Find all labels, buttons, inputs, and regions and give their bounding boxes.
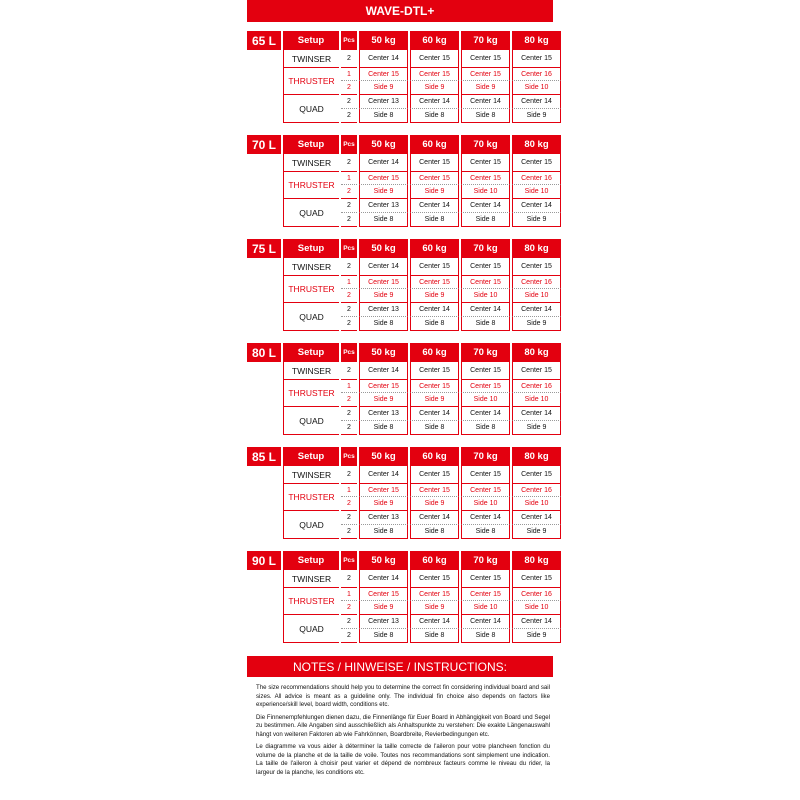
pcs-value: 1 [341,276,357,289]
fin-value: Center 14 [359,258,408,276]
size-label: 70 L [247,135,281,154]
fin-value: Center 16 [512,380,561,393]
header-setup: Setup [283,447,339,466]
fin-value: Center 13 [359,511,408,525]
size-block [247,551,553,645]
header-weight: 70 kg [461,343,510,362]
pcs-value: 2 [341,570,357,588]
header-weight: 70 kg [461,239,510,258]
header-weight: 60 kg [410,343,459,362]
setup-quad: QUAD [283,407,339,435]
fin-value: Center 15 [512,258,561,276]
fin-value: Center 15 [410,50,459,68]
notes-paragraph-de: Die Finnenempfehlungen dienen dazu, die Finnenlänge für Euer Board in Abhängigkeit von Board und Segel zu bestimmen. Alle Angaben sind ausschließlich als Anhaltspunkte zu verstehen: Die exakte Längenauswahl hängt von weiteren Faktoren ab wie Fahrkönnen, Boardbreite, Revierbedingungen etc. [256,713,550,738]
fin-value: Center 15 [410,258,459,276]
fin-value: Side 8 [359,317,408,331]
fin-table [283,239,553,331]
fin-value: Center 15 [410,276,459,289]
header-weight: 60 kg [410,447,459,466]
fin-value: Side 9 [359,289,408,303]
fin-value: Center 15 [461,588,510,601]
header-weight: 60 kg [410,31,459,50]
fin-value: Center 15 [410,68,459,81]
fin-value: Center 14 [359,466,408,484]
setup-twinser: TWINSER [283,570,339,588]
size-label: 85 L [247,447,281,466]
fin-value: Side 8 [410,421,459,435]
fin-value: Center 15 [461,68,510,81]
pcs-value: 1 [341,588,357,601]
fin-value: Center 15 [461,466,510,484]
size-block [247,31,553,125]
header-weight: 50 kg [359,551,408,570]
fin-value: Center 14 [512,615,561,629]
fin-value: Side 9 [359,393,408,407]
fin-value: Center 14 [359,362,408,380]
fin-value: Side 9 [410,497,459,511]
fin-value: Side 8 [410,109,459,123]
pcs-value: 2 [341,615,357,629]
fin-value: Center 14 [359,570,408,588]
header-pcs: Pcs [341,447,357,466]
fin-value: Side 8 [461,421,510,435]
fin-value: Center 14 [359,154,408,172]
fin-value: Center 14 [461,95,510,109]
setup-quad: QUAD [283,511,339,539]
pcs-value: 2 [341,393,357,407]
pcs-value: 2 [341,303,357,317]
size-block [247,447,553,541]
fin-value: Center 15 [512,570,561,588]
fin-value: Side 10 [461,289,510,303]
fin-value: Center 16 [512,172,561,185]
fin-value: Center 16 [512,68,561,81]
pcs-value: 2 [341,109,357,123]
fin-value: Center 15 [410,484,459,497]
pcs-value: 1 [341,68,357,81]
fin-value: Side 8 [410,629,459,643]
header-setup: Setup [283,551,339,570]
fin-value: Center 14 [461,511,510,525]
size-blocks [247,31,553,645]
header-setup: Setup [283,31,339,50]
pcs-value: 2 [341,497,357,511]
fin-value: Center 13 [359,95,408,109]
fin-value: Center 16 [512,276,561,289]
header-weight: 80 kg [512,31,561,50]
fin-value: Side 10 [461,185,510,199]
fin-value: Side 10 [512,497,561,511]
fin-value: Side 9 [461,81,510,95]
fin-value: Center 15 [410,466,459,484]
pcs-value: 2 [341,50,357,68]
fin-value: Center 15 [512,466,561,484]
fin-value: Side 9 [359,185,408,199]
fin-value: Side 9 [512,525,561,539]
fin-value: Side 9 [512,213,561,227]
setup-twinser: TWINSER [283,466,339,484]
fin-value: Side 9 [359,601,408,615]
fin-value: Side 8 [359,629,408,643]
fin-value: Side 9 [410,185,459,199]
fin-table [283,135,553,227]
fin-chart [247,0,553,645]
header-setup: Setup [283,239,339,258]
fin-value: Center 14 [410,199,459,213]
fin-value: Center 14 [461,407,510,421]
header-weight: 80 kg [512,239,561,258]
setup-thruster: THRUSTER [283,588,339,615]
setup-quad: QUAD [283,95,339,123]
setup-twinser: TWINSER [283,362,339,380]
size-label: 65 L [247,31,281,50]
size-label: 90 L [247,551,281,570]
fin-value: Center 15 [410,570,459,588]
setup-quad: QUAD [283,199,339,227]
notes-paragraph-en: The size recommendations should help you to determine the correct fin considering individual board and sail sizes. All advice is meant as a guideline only. The individual fin choice also depends on factors like experience/skill level, board width, conditions etc. [256,684,550,708]
header-weight: 50 kg [359,135,408,154]
pcs-value: 1 [341,172,357,185]
header-pcs: Pcs [341,31,357,50]
size-block [247,343,553,437]
header-weight: 70 kg [461,447,510,466]
fin-value: Side 10 [512,81,561,95]
fin-value: Side 9 [359,497,408,511]
setup-thruster: THRUSTER [283,172,339,199]
header-weight: 80 kg [512,551,561,570]
fin-value: Center 14 [461,303,510,317]
fin-value: Center 14 [410,303,459,317]
header-pcs: Pcs [341,343,357,362]
pcs-value: 2 [341,407,357,421]
fin-value: Center 15 [461,484,510,497]
pcs-value: 2 [341,601,357,615]
fin-value: Center 14 [512,407,561,421]
fin-value: Center 15 [359,276,408,289]
fin-value: Center 14 [410,615,459,629]
fin-value: Center 13 [359,615,408,629]
fin-value: Center 14 [410,95,459,109]
fin-value: Center 14 [512,95,561,109]
fin-value: Side 9 [512,109,561,123]
fin-value: Center 15 [512,362,561,380]
header-weight: 70 kg [461,551,510,570]
fin-value: Center 15 [410,380,459,393]
header-weight: 60 kg [410,135,459,154]
size-block [247,239,553,333]
header-weight: 80 kg [512,135,561,154]
fin-value: Center 14 [410,511,459,525]
pcs-value: 2 [341,289,357,303]
fin-value: Side 9 [512,317,561,331]
fin-value: Side 8 [461,213,510,227]
pcs-value: 2 [341,511,357,525]
pcs-value: 2 [341,154,357,172]
fin-value: Side 8 [359,525,408,539]
fin-table [283,447,553,539]
header-setup: Setup [283,135,339,154]
pcs-value: 1 [341,380,357,393]
fin-value: Side 8 [461,317,510,331]
fin-value: Center 14 [512,303,561,317]
fin-value: Center 14 [410,407,459,421]
setup-twinser: TWINSER [283,50,339,68]
fin-value: Side 9 [410,289,459,303]
header-weight: 70 kg [461,135,510,154]
pcs-value: 2 [341,525,357,539]
header-weight: 50 kg [359,31,408,50]
fin-value: Side 10 [461,497,510,511]
fin-value: Side 9 [512,421,561,435]
setup-quad: QUAD [283,615,339,643]
fin-value: Center 15 [359,172,408,185]
fin-value: Side 8 [461,629,510,643]
fin-value: Center 15 [461,258,510,276]
pcs-value: 2 [341,81,357,95]
fin-value: Center 15 [461,570,510,588]
fin-value: Center 15 [359,484,408,497]
fin-value: Side 9 [410,601,459,615]
notes-paragraph-fr: Le diagramme va vous aider à déterminer la taille correcte de l'aileron pour votre plancheen fonction du volume de la planche et de la taille de voile. Toutes nos recommandations sont simplement une indication. La taille de l'aileron à choisir peut varier et dépend de nombreux facteurs comme le niveau du rider, la largeur de la planche, les conditions etc. [256,743,550,776]
fin-table [283,31,553,123]
header-weight: 60 kg [410,239,459,258]
header-setup: Setup [283,343,339,362]
header-weight: 70 kg [461,31,510,50]
header-weight: 80 kg [512,343,561,362]
setup-thruster: THRUSTER [283,68,339,95]
setup-thruster: THRUSTER [283,380,339,407]
size-block [247,135,553,229]
pcs-value: 2 [341,317,357,331]
fin-value: Side 8 [359,109,408,123]
notes-title: NOTES / HINWEISE / INSTRUCTIONS: [247,656,553,677]
fin-value: Side 10 [461,601,510,615]
pcs-value: 2 [341,95,357,109]
fin-value: Side 8 [410,317,459,331]
fin-value: Side 8 [461,525,510,539]
fin-value: Center 13 [359,199,408,213]
fin-value: Center 16 [512,484,561,497]
pcs-value: 2 [341,421,357,435]
pcs-value: 2 [341,629,357,643]
header-weight: 50 kg [359,343,408,362]
fin-value: Center 13 [359,303,408,317]
fin-value: Center 15 [410,588,459,601]
size-label: 75 L [247,239,281,258]
pcs-value: 2 [341,466,357,484]
fin-value: Center 15 [359,380,408,393]
fin-value: Center 14 [461,199,510,213]
fin-value: Center 15 [461,172,510,185]
fin-value: Side 8 [461,109,510,123]
fin-value: Side 9 [410,393,459,407]
fin-value: Center 15 [461,50,510,68]
pcs-value: 2 [341,199,357,213]
notes-body [256,684,550,781]
fin-value: Center 15 [512,154,561,172]
fin-value: Side 8 [410,213,459,227]
fin-value: Center 16 [512,588,561,601]
fin-value: Center 15 [512,50,561,68]
fin-value: Side 9 [512,629,561,643]
setup-thruster: THRUSTER [283,484,339,511]
header-pcs: Pcs [341,551,357,570]
fin-value: Center 14 [359,50,408,68]
pcs-value: 1 [341,484,357,497]
header-pcs: Pcs [341,135,357,154]
pcs-value: 2 [341,185,357,199]
fin-value: Center 14 [512,511,561,525]
fin-value: Side 10 [512,289,561,303]
fin-value: Side 10 [512,601,561,615]
header-weight: 80 kg [512,447,561,466]
pcs-value: 2 [341,213,357,227]
setup-twinser: TWINSER [283,258,339,276]
fin-value: Side 8 [359,213,408,227]
header-pcs: Pcs [341,239,357,258]
fin-value: Center 14 [512,199,561,213]
header-weight: 50 kg [359,447,408,466]
fin-value: Side 10 [461,393,510,407]
fin-value: Side 9 [359,81,408,95]
fin-value: Center 15 [410,362,459,380]
fin-value: Side 10 [512,185,561,199]
fin-value: Center 15 [461,362,510,380]
pcs-value: 2 [341,362,357,380]
setup-quad: QUAD [283,303,339,331]
setup-twinser: TWINSER [283,154,339,172]
fin-table [283,551,553,643]
fin-value: Center 15 [359,68,408,81]
fin-value: Center 15 [359,588,408,601]
fin-value: Center 15 [410,172,459,185]
pcs-value: 2 [341,258,357,276]
fin-value: Side 8 [359,421,408,435]
size-label: 80 L [247,343,281,362]
fin-value: Center 15 [461,380,510,393]
fin-table [283,343,553,435]
header-weight: 60 kg [410,551,459,570]
fin-value: Center 15 [461,154,510,172]
fin-value: Side 9 [410,81,459,95]
fin-value: Center 14 [461,615,510,629]
fin-value: Center 13 [359,407,408,421]
fin-value: Side 8 [410,525,459,539]
fin-value: Center 15 [410,154,459,172]
setup-thruster: THRUSTER [283,276,339,303]
fin-value: Center 15 [461,276,510,289]
header-weight: 50 kg [359,239,408,258]
fin-value: Side 10 [512,393,561,407]
chart-title: WAVE-DTL+ [247,0,553,22]
